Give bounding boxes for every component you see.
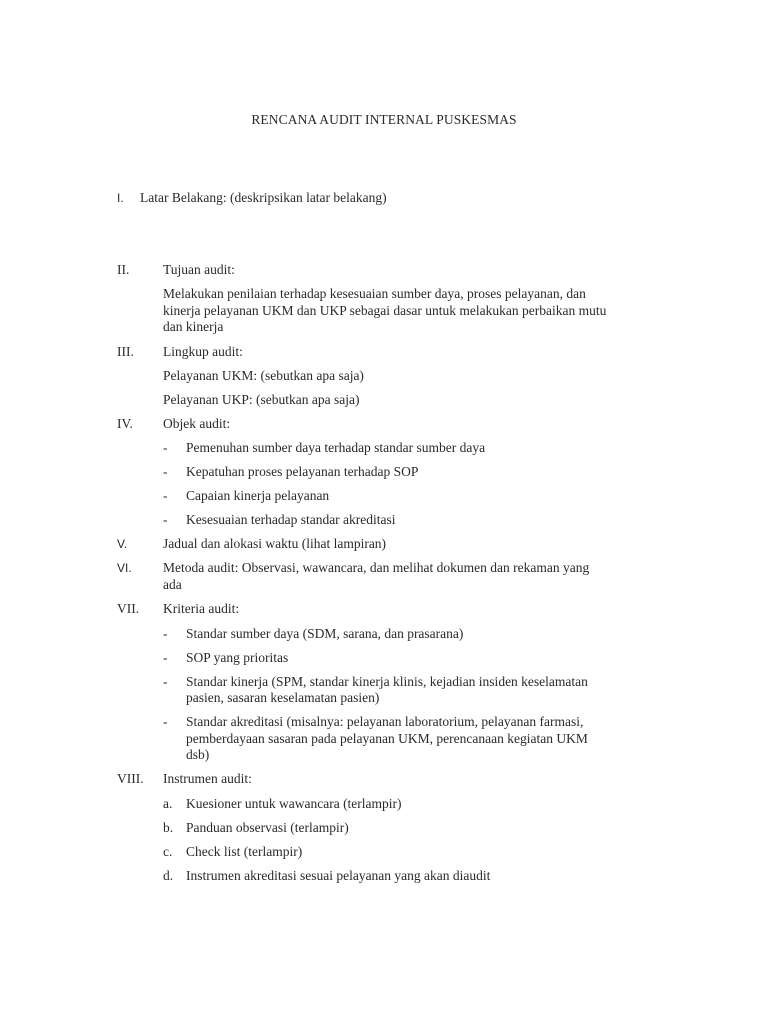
section-6-text-line-2: ada: [163, 577, 182, 592]
section-3-ukp: Pelayanan UKP: (sebutkan apa saja): [163, 392, 360, 407]
section-4-number: IV.: [117, 416, 133, 431]
section-8-item: Panduan observasi (terlampir): [186, 820, 349, 835]
section-2-body-line-1: Melakukan penilaian terhadap kesesuaian sumber daya, proses pelayanan, dan: [163, 286, 586, 301]
section-8-bullet: c.: [163, 844, 173, 859]
section-7-item-line-2: pasien, sasaran keselamatan pasien): [186, 690, 380, 705]
section-4-bullet: -: [163, 464, 168, 479]
section-8-label: Instrumen audit:: [163, 771, 252, 786]
section-3-number: III.: [117, 344, 134, 359]
section-8-bullet: a.: [163, 796, 173, 811]
section-2-label: Tujuan audit:: [163, 262, 235, 277]
section-8-bullet: b.: [163, 820, 174, 835]
section-1-text: Latar Belakang: (deskripsikan latar belakang): [140, 190, 387, 205]
section-8-bullet: d.: [163, 868, 174, 883]
section-7-item-line-1: Standar akreditasi (misalnya: pelayanan laboratorium, pelayanan farmasi,: [186, 714, 584, 729]
section-4-item: Kesesuaian terhadap standar akreditasi: [186, 512, 396, 527]
section-1-number: I.: [117, 191, 124, 205]
section-7-number: VII.: [117, 601, 140, 616]
section-7-item: Standar sumber daya (SDM, sarana, dan prasarana): [186, 626, 464, 641]
section-4-item: Pemenuhan sumber daya terhadap standar sumber daya: [186, 440, 486, 455]
section-3-label: Lingkup audit:: [163, 344, 243, 359]
section-4-item: Capaian kinerja pelayanan: [186, 488, 330, 503]
section-8-item: Instrumen akreditasi sesuai pelayanan yang akan diaudit: [186, 868, 491, 883]
section-7-bullet: -: [163, 650, 168, 665]
section-8-item: Kuesioner untuk wawancara (terlampir): [186, 796, 402, 811]
document-title: RENCANA AUDIT INTERNAL PUSKESMAS: [251, 112, 517, 127]
section-7-bullet: -: [163, 714, 168, 729]
section-8-item: Check list (terlampir): [186, 844, 303, 859]
section-6-text-line-1: Metoda audit: Observasi, wawancara, dan melihat dokumen dan rekaman yang: [163, 560, 590, 575]
section-2-number: II.: [117, 262, 130, 277]
section-2-body-line-3: dan kinerja: [163, 319, 224, 334]
section-4-bullet: -: [163, 512, 168, 527]
section-7-label: Kriteria audit:: [163, 601, 240, 616]
section-3-ukm: Pelayanan UKM: (sebutkan apa saja): [163, 368, 364, 383]
section-7-bullet: -: [163, 674, 168, 689]
section-4-item: Kepatuhan proses pelayanan terhadap SOP: [186, 464, 419, 479]
section-7-item-line-2: pemberdayaan sasaran pada pelayanan UKM, perencanaan kegiatan UKM: [186, 731, 588, 746]
section-4-bullet: -: [163, 440, 168, 455]
section-5-text: Jadual dan alokasi waktu (lihat lampiran): [163, 536, 387, 551]
section-7-item-line-3: dsb): [186, 747, 210, 762]
section-5-number: V.: [117, 537, 128, 551]
section-7-item-line-1: Standar kinerja (SPM, standar kinerja klinis, kejadian insiden keselamatan: [186, 674, 588, 689]
section-4-label: Objek audit:: [163, 416, 231, 431]
section-2-body-line-2: kinerja pelayanan UKM dan UKP sebagai dasar untuk melakukan perbaikan mutu: [163, 303, 607, 318]
section-4-bullet: -: [163, 488, 168, 503]
section-7-item: SOP yang prioritas: [186, 650, 289, 665]
section-7-bullet: -: [163, 626, 168, 641]
section-8-number: VIII.: [117, 771, 144, 786]
section-6-number: VI.: [117, 561, 132, 575]
